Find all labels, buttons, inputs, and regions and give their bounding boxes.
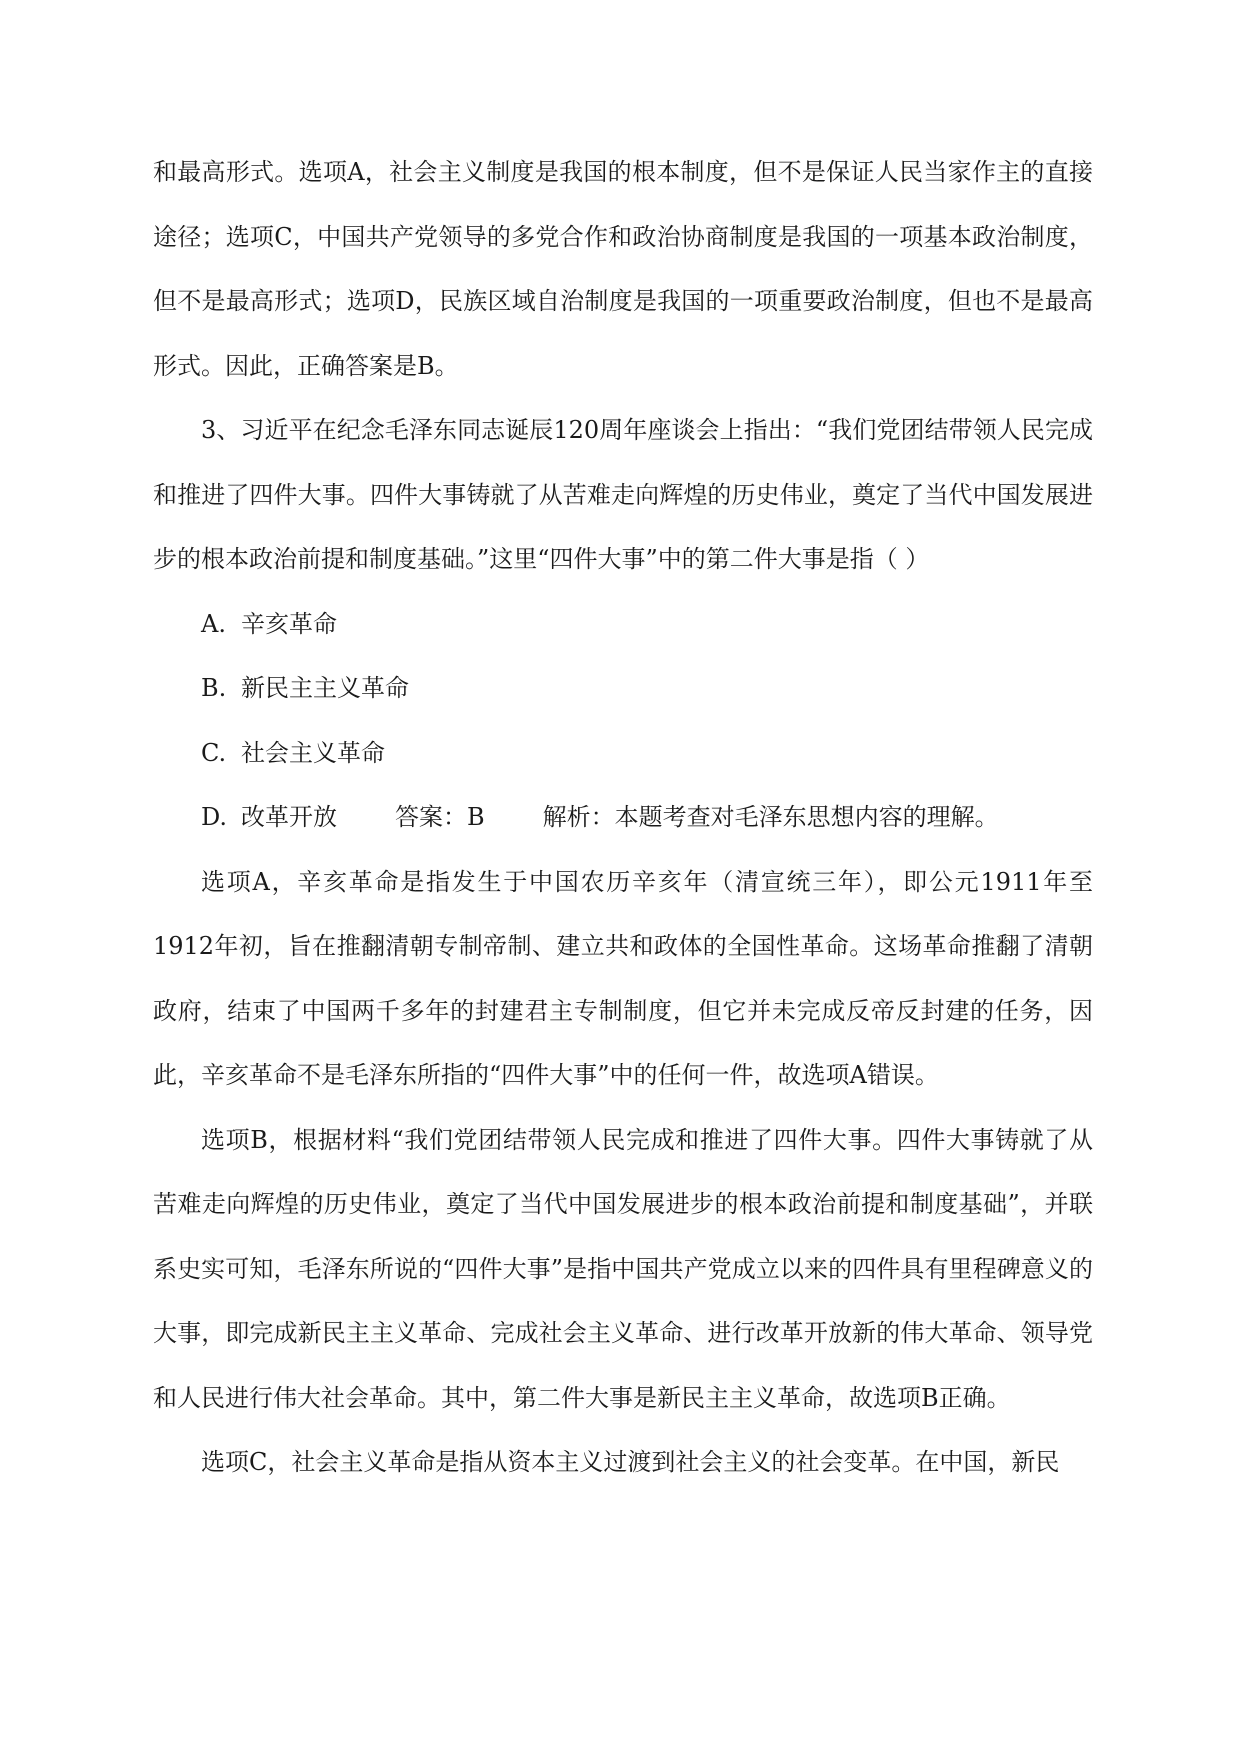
explanation-b-paragraph: 选项B，根据材料“我们党团结带领人民完成和推进了四件大事。四件大事铸就了从苦难走向辉煌的历史伟业，奠定了当代中国发展进步的根本政治前提和制度基础”，并联系史实可知，毛泽东所说的“四件大事”是指中国共产党成立以来的四件具有里程碑意义的大事，即完成新民主主义革命、完成社会主义革命、进行改革开放新的伟大革命、领导党和人民进行伟大社会革命。其中，第二件大事是新民主主义革命，故选项B正确。 xyxy=(153,1125,1093,1412)
option-a xyxy=(153,592,1093,657)
option-letter: C. xyxy=(201,738,227,767)
option-text: 辛亥革命 xyxy=(241,609,337,638)
option-letter: B. xyxy=(201,674,227,702)
option-d xyxy=(153,785,1093,850)
document-body xyxy=(153,140,1093,1495)
explanation-a-paragraph: 选项A，辛亥革命是指发生于中国农历辛亥年（清宣统三年），即公元1911年至1912年初，旨在推翻清朝专制帝制、建立共和政体的全国性革命。这场革命推翻了清朝政府，结束了中国两千多年的封建君主专制制度，但它并未完成反帝反封建的任务，因此，辛亥革命不是毛泽东所指的“四件大事”中的任何一件，故选项A错误。 xyxy=(153,867,1093,1089)
option-c xyxy=(153,721,1093,786)
answer-label: 答案：B xyxy=(395,803,485,831)
option-text: 改革开放 xyxy=(241,803,337,831)
option-text: 新民主主义革命 xyxy=(241,674,409,702)
option-b xyxy=(153,656,1093,721)
option-letter: D. xyxy=(201,803,228,831)
option-text: 社会主义革命 xyxy=(241,738,385,767)
option-letter: A. xyxy=(201,609,226,638)
continuation-paragraph: 和最高形式。选项A，社会主义制度是我国的根本制度，但不是保证人民当家作主的直接途径；选项C，中国共产党领导的多党合作和政治协商制度是我国的一项基本政治制度，但不是最高形式；选项D，民族区域自治制度是我国的一项重要政治制度，但也不是最高形式。因此，正确答案是B。 xyxy=(153,158,1093,380)
question-paragraph: 3、习近平在纪念毛泽东同志诞辰120周年座谈会上指出：“我们党团结带领人民完成和推进了四件大事。四件大事铸就了从苦难走向辉煌的历史伟业，奠定了当代中国发展进步的根本政治前提和制度基础。”这里“四件大事”中的第二件大事是指（ ） xyxy=(153,416,1093,573)
explanation-c-paragraph: 选项C，社会主义革命是指从资本主义过渡到社会主义的社会变革。在中国，新民 xyxy=(201,1448,1060,1476)
analysis-label: 解析：本题考查对毛泽东思想内容的理解。 xyxy=(542,803,999,831)
